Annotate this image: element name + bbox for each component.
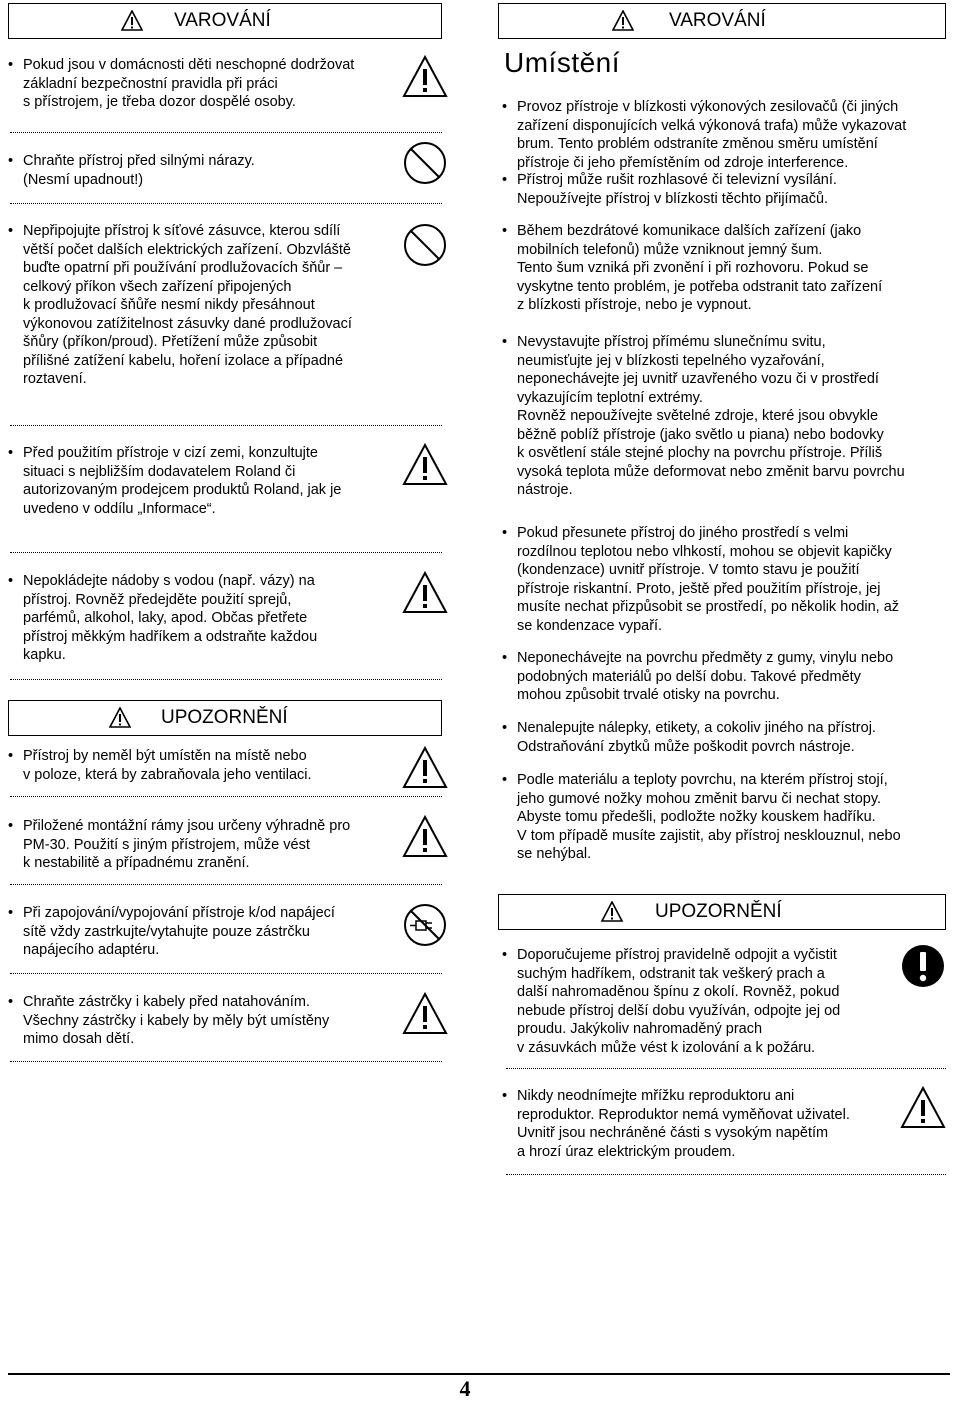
bullet: • xyxy=(8,818,14,834)
caution-header xyxy=(498,894,946,930)
bullet: • xyxy=(8,748,14,764)
item-text: Přístroj by neměl být umístěn na místě nebo v poloze, která by zabraňovala jeho ventilaci. xyxy=(23,748,312,783)
warning-triangle-icon xyxy=(601,901,623,923)
bullet: • xyxy=(8,905,14,921)
item-text: Nikdy neodnímejte mřížku reproduktoru ani reproduktor. Reproduktor nemá vyměňovat uživatel. Uvnitř jsou nechráněné části s vysokým napětím a hrozí úraz elektrickým proudem. xyxy=(517,1088,850,1160)
list-item xyxy=(8,444,403,524)
caution-triangle-icon xyxy=(402,442,448,488)
caution-triangle-icon xyxy=(402,814,448,860)
footer-rule xyxy=(8,1373,950,1375)
caution-title: UPOZORNĚNÍ xyxy=(655,901,782,922)
item-text: Nenalepujte nálepky, etikety, a cokoliv jiného na přístroj. Odstraňování zbytků může poškodit povrch nástroje. xyxy=(517,720,876,755)
item-text: Chraňte přístroj před silnými nárazy. (Nesmí upadnout!) xyxy=(23,153,255,188)
caution-triangle-icon xyxy=(402,54,448,100)
separator xyxy=(10,884,442,885)
bullet: • xyxy=(8,994,14,1010)
list-item xyxy=(502,171,952,211)
bullet: • xyxy=(502,223,508,239)
bullet: • xyxy=(502,1088,508,1104)
section-heading: Umístění xyxy=(504,47,621,78)
item-text: Nepokládejte nádoby s vodou (např. vázy) na přístroj. Rovněž předejděte použití sprejů, parfémů, alkohol, laky, apod. Občas přetřete přístroj měkkým hadříkem a odstraňte každou kapku. xyxy=(23,573,318,663)
item-text: Neponechávejte na povrchu předměty z gumy, vinylu nebo podobných materiálů po delší dobu. Takové předměty mohou způsobit trvalé otisky na povrchu. xyxy=(517,650,894,703)
separator xyxy=(10,552,442,553)
list-item xyxy=(8,152,403,192)
item-text: Přiložené montážní rámy jsou určeny výhradně pro PM-30. Použití s jiným přístrojem, může vést k nestabilitě a případnému zranění. xyxy=(23,818,351,871)
caution-triangle-icon xyxy=(900,1085,946,1131)
separator xyxy=(506,1174,946,1175)
list-item xyxy=(502,222,952,318)
list-item xyxy=(502,1087,897,1163)
item-text: Nevystavujte přístroj přímému slunečnímu svitu, neumisťujte jej v blízkosti tepelného vyzařování, neponechávejte jej uvnitř uzavřeného vozu či v prostředí vykazujícím teplotní extrémy. Rovněž nepoužívejte světelné zdroje, které jsou obvykle běžně poblíž přístroje (jako světlo u piana) nebo bodovky k osvětlení stále stejné plochy na povrchu přístroje. Příliš vysoká teplota může deformovat nebo změnit barvu povrchu nástroje. xyxy=(517,334,905,498)
list-item xyxy=(8,993,403,1051)
item-text: Doporučujeme přístroj pravidelně odpojit a vyčistit suchým hadříkem, odstranit tak veškerý prach a další nahromaděnou špínu z okolí. Rovněž, pokud nebude přístroj delší dobu využíván, odpojte jej od proudu. Jakýkoliv nahromaděný prach v zásuvkách může vést k izolování a k požáru. xyxy=(517,947,841,1056)
separator xyxy=(10,203,442,204)
warning-title: VAROVÁNÍ xyxy=(669,10,766,31)
bullet: • xyxy=(502,772,508,788)
item-text: Pokud jsou v domácnosti děti neschopné dodržovat základní bezpečnostní pravidla při práci s přístrojem, je třeba dozor dospělé osoby. xyxy=(23,57,355,110)
item-text: Provoz přístroje v blízkosti výkonových zesilovačů (či jiných zařízení disponujících velká výkonová trafa) může vykazovat brum. Tento problém odstraníte změnou směru umístění přístroje či jeho přemístěním od zdroje interference. xyxy=(517,99,907,171)
warning-header xyxy=(498,3,946,39)
list-item xyxy=(8,904,403,962)
caution-triangle-icon xyxy=(402,991,448,1037)
item-text: Při zapojování/vypojování přístroje k/od napájecí sítě vždy zastrkujte/vytahujte pouze zástrčku napájecího adaptéru. xyxy=(23,905,335,958)
separator xyxy=(10,132,442,133)
bullet: • xyxy=(502,334,508,350)
bullet: • xyxy=(502,525,508,541)
item-text: Před použitím přístroje v cizí zemi, konzultujte situaci s nejbližším dodavatelem Roland či autorizovaným prodejcem produktů Roland, jak je uvedeno v oddílu „Informace“. xyxy=(23,445,342,517)
list-item xyxy=(8,572,403,668)
bullet: • xyxy=(8,223,14,239)
bullet: • xyxy=(8,445,14,461)
caution-triangle-icon xyxy=(402,745,448,791)
item-text: Podle materiálu a teploty povrchu, na kterém přístroj stojí, jeho gumové nožky mohou změnit barvu či nechat stopy. Abyste tomu předešli, podložte nožky kouskem hadříku. V tom případě musíte zajistit, aby přístroj nesklouznul, nebo se nehýbal. xyxy=(517,772,901,862)
bullet: • xyxy=(502,947,508,963)
separator xyxy=(10,1061,442,1062)
item-text: Přístroj může rušit rozhlasové či televizní vysílání. Nepoužívejte přístroj v blízkosti těchto přijímačů. xyxy=(517,172,837,207)
prohibited-icon xyxy=(402,140,448,186)
separator xyxy=(10,973,442,974)
list-item xyxy=(502,333,952,505)
list-item xyxy=(502,98,952,174)
list-item xyxy=(502,946,897,1060)
page-number: 4 xyxy=(459,1376,471,1401)
list-item xyxy=(8,747,403,787)
caution-triangle-icon xyxy=(402,570,448,616)
warning-triangle-icon xyxy=(109,707,131,729)
list-item xyxy=(502,719,952,759)
caution-header xyxy=(8,700,442,736)
bullet: • xyxy=(502,650,508,666)
bullet: • xyxy=(502,172,508,188)
bullet: • xyxy=(8,573,14,589)
separator xyxy=(10,679,442,680)
warning-triangle-icon xyxy=(612,10,634,32)
prohibited-icon xyxy=(402,222,448,268)
bullet: • xyxy=(502,99,508,115)
unplug-plug-icon xyxy=(402,902,448,948)
separator xyxy=(506,1068,946,1069)
list-item xyxy=(8,56,403,116)
list-item xyxy=(502,649,952,707)
list-item xyxy=(8,817,403,875)
list-item xyxy=(8,222,403,392)
separator xyxy=(10,796,442,797)
bullet: • xyxy=(502,720,508,736)
warning-title: VAROVÁNÍ xyxy=(174,10,271,31)
caution-title: UPOZORNĚNÍ xyxy=(161,707,288,728)
item-text: Pokud přesunete přístroj do jiného prostředí s velmi rozdílnou teplotou nebo vlhkostí, mohou se objevit kapičky (kondenzace) uvnitř přístroje. V tomto stavu je použití přístroje riskantní. Proto, ještě před použitím přístroje, jej musíte nechat přizpůsobit se prostředí, po několik hodin, až se kondenzace vypaří. xyxy=(517,525,900,634)
separator xyxy=(10,425,442,426)
right-column xyxy=(498,0,950,1401)
bullet: • xyxy=(8,57,14,73)
warning-triangle-icon xyxy=(121,10,143,32)
list-item xyxy=(502,524,952,638)
mandatory-exclamation-icon xyxy=(900,943,946,989)
item-text: Během bezdrátové komunikace dalších zařízení (jako mobilních telefonů) může vzniknout jemný šum. Tento šum vzniká při zvonění i při rozhovoru. Pokud se vyskytne tento problém, je potřeba odstranit tato zařízení z blízkosti přístroje, nebo je vypnout. xyxy=(517,223,883,313)
list-item xyxy=(502,771,952,867)
warning-header xyxy=(8,3,442,39)
item-text: Chraňte zástrčky i kabely před natahováním. Všechny zástrčky i kabely by měly být umístěny mimo dosah dětí. xyxy=(23,994,330,1047)
item-text: Nepřipojujte přístroj k síťové zásuvce, kterou sdílí větší počet dalších elektrických zařízení. Obzvláště buďte opatrní při používání prodlužovacích šňůr – celkový příkon všech zařízení připojených k prodlužovací šňůře nesmí nikdy přesáhnout výkonovou zatížitelnost zásuvky dané prodlužovací šňůry (příkon/proud). Přetížení může způsobit přílišné zatížení kabelu, hoření izolace a případné roztavení. xyxy=(23,223,352,387)
left-column xyxy=(8,0,444,1401)
bullet: • xyxy=(8,153,14,169)
